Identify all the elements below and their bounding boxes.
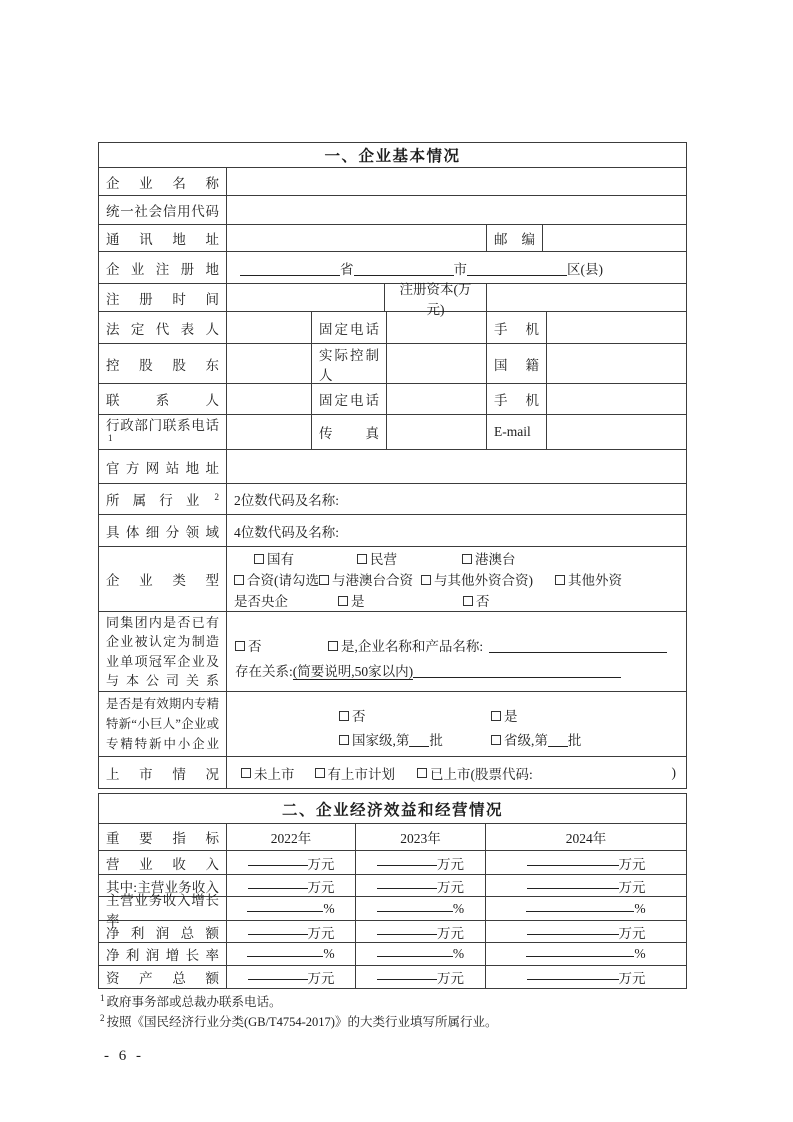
option-jv-prefix: 合资(请勾选 (247, 572, 319, 588)
central-enterprise-label: 是否央企 (234, 593, 288, 609)
year-2024-header: 2024年 (485, 824, 686, 850)
provincial-batch-blank[interactable] (548, 741, 568, 747)
srdi-national: 国家级,第 (352, 732, 410, 748)
legal-rep-mobile-field[interactable] (546, 312, 686, 343)
checkbox-icon[interactable] (555, 575, 565, 585)
champion-no: 否 (248, 638, 262, 654)
economic-header-row (99, 823, 686, 850)
mail-address-field[interactable] (226, 225, 486, 251)
net-profit-growth-label: 净利润增长率 (106, 948, 219, 963)
enterprise-type-options (227, 547, 629, 612)
net-profit-growth-2024-field[interactable]: % (485, 943, 686, 965)
checkbox-icon[interactable] (254, 554, 264, 564)
section2-header (99, 794, 686, 823)
industry-hint: 2位数代码及名称: (234, 493, 340, 508)
net-profit-2023-field[interactable]: 万元 (355, 921, 485, 942)
net-profit-growth-2023-field[interactable]: % (355, 943, 485, 965)
contact-label: 联系人 (106, 393, 219, 408)
segment-field[interactable] (226, 515, 686, 546)
fax-field[interactable] (386, 415, 486, 449)
company-name-field[interactable] (226, 168, 686, 195)
checkbox-icon[interactable] (339, 711, 349, 721)
checkbox-icon[interactable] (328, 641, 338, 651)
controller-label: 实际控制人 (311, 344, 386, 383)
section1-title: 一、企业基本情况 (324, 148, 461, 165)
registered-capital-label: 注册资本(万元) (384, 284, 486, 311)
contact-field[interactable] (226, 384, 311, 414)
checkbox-icon[interactable] (417, 768, 427, 778)
admin-phone-field[interactable] (226, 415, 311, 449)
row-segment (99, 514, 686, 546)
legal-rep-label: 法定代表人 (106, 321, 219, 337)
row-revenue (99, 850, 686, 874)
revenue-2024-field[interactable]: 万元 (485, 851, 686, 874)
total-assets-2022-field[interactable]: 万元 (226, 966, 355, 988)
footnotes (98, 992, 687, 1032)
segment-label: 具体细分领域 (106, 524, 219, 540)
row-contact (99, 383, 686, 414)
row-total-assets (99, 965, 686, 988)
srdi-label: 是否是有效期内专精特新“小巨人”企业或专精特新中小企业 (106, 697, 219, 751)
row-mail-address (99, 224, 686, 251)
listing-label: 上市情况 (106, 766, 219, 782)
checkbox-icon[interactable] (463, 596, 473, 606)
form-content (98, 142, 687, 1065)
email-label: E-mail (486, 415, 546, 449)
postal-code-field[interactable] (542, 225, 686, 251)
checkbox-icon[interactable] (339, 735, 349, 745)
champion-yes: 是,企业名称和产品名称: (341, 638, 484, 654)
contact-mobile-label: 手机 (486, 384, 546, 414)
district-blank[interactable] (467, 270, 567, 276)
mail-address-label: 通讯地址 (106, 232, 219, 247)
srdi-options: 否 是 国家级,第 批 省级,第 批 (227, 696, 589, 753)
shareholder-field[interactable] (226, 344, 311, 383)
segment-hint: 4位数代码及名称: (234, 524, 340, 540)
city-suffix: 市 (453, 261, 467, 277)
section1-header (99, 143, 686, 167)
row-net-profit-growth (99, 942, 686, 965)
row-champion (99, 611, 686, 691)
checkbox-icon[interactable] (235, 641, 245, 651)
row-enterprise-type (99, 546, 686, 611)
net-profit-label: 净利润总额 (106, 925, 219, 941)
champion-label: 同集团内是否已有企业被认定为制造业单项冠军企业及与本公司关系 (106, 614, 219, 688)
footnote-2: $^2$ 按照《国民经济行业分类(GB/T4754-2017)》的大类行业填写所属行业。 (100, 1012, 498, 1029)
year-2023-header: 2023年 (355, 824, 485, 850)
checkbox-icon[interactable] (234, 575, 244, 585)
main-revenue-2022-field[interactable]: 万元 (226, 875, 355, 896)
champion-relation-blank[interactable] (413, 672, 621, 678)
row-shareholder (99, 343, 686, 383)
website-field[interactable] (226, 450, 686, 483)
main-revenue-label: 其中:主营业务收入 (106, 879, 219, 895)
national-batch-blank[interactable] (409, 741, 429, 747)
row-admin-phone (99, 414, 686, 449)
industry-field[interactable] (226, 484, 686, 514)
fax-label: 传真 (311, 415, 386, 449)
champion-options (227, 620, 675, 684)
checkbox-icon[interactable] (241, 768, 251, 778)
checkbox-icon[interactable] (338, 596, 348, 606)
controller-field[interactable] (386, 344, 486, 383)
total-assets-2024-field[interactable]: 万元 (485, 966, 686, 988)
row-legal-rep (99, 311, 686, 343)
checkbox-icon[interactable] (319, 575, 329, 585)
registered-time-field[interactable] (226, 284, 384, 311)
postal-code-label: 邮编 (486, 225, 542, 251)
main-revenue-2023-field[interactable]: 万元 (355, 875, 485, 896)
listing-plan: 有上市计划 (327, 766, 395, 782)
listing-options (227, 763, 686, 783)
industry-label: 所属行业 $^2$ (106, 491, 219, 508)
province-suffix: 省 (340, 261, 354, 277)
contact-mobile-field[interactable] (546, 384, 686, 414)
option-jv-hmt: 与港澳台合资 (332, 572, 413, 588)
checkbox-icon[interactable] (462, 554, 472, 564)
row-listing (99, 756, 686, 788)
srdi-provincial: 省级,第 (504, 732, 548, 748)
main-revenue-growth-2024-field[interactable]: % (485, 897, 686, 920)
registered-place-label: 企业注册地 (106, 261, 219, 277)
listing-close-paren: ) (671, 764, 676, 780)
total-assets-label: 资产总额 (106, 971, 219, 986)
srdi-no: 否 (352, 708, 366, 724)
legal-rep-phone-label: 固定电话 (311, 312, 386, 343)
checkbox-icon[interactable] (421, 575, 431, 585)
enterprise-type-label: 企业类型 (106, 573, 219, 588)
economic-table (98, 793, 687, 989)
champion-relation-label: 存在关系: (235, 663, 293, 679)
nationality-label: 国籍 (486, 344, 546, 383)
option-foreign: 其他外资 (568, 572, 622, 588)
option-private: 民营 (370, 551, 397, 567)
indicator-label: 重要指标 (106, 831, 219, 846)
row-company-name (99, 167, 686, 195)
listing-listed: 已上市(股票代码: (430, 766, 533, 782)
contact-phone-field[interactable] (386, 384, 486, 414)
province-blank[interactable] (240, 270, 340, 276)
page-number: - 6 - (104, 1048, 144, 1064)
checkbox-icon[interactable] (357, 554, 367, 564)
footnote-marker-1: 1 (108, 432, 113, 443)
email-field[interactable] (546, 415, 686, 449)
registered-capital-field[interactable] (486, 284, 686, 311)
district-suffix: 区(县) (567, 261, 603, 277)
option-state-owned: 国有 (267, 551, 294, 567)
net-profit-growth-2022-field[interactable]: % (226, 943, 355, 965)
row-srdi (99, 691, 686, 756)
credit-code-field[interactable] (226, 196, 686, 224)
srdi-yes: 是 (504, 708, 518, 724)
year-2022-header: 2022年 (226, 824, 355, 850)
row-net-profit (99, 920, 686, 942)
row-registered-time (99, 281, 686, 317)
checkbox-icon[interactable] (491, 735, 501, 745)
main-revenue-growth-label: 主营业务收入增长率 (106, 892, 219, 928)
row-credit-code (99, 195, 686, 224)
main-revenue-growth-2023-field[interactable]: % (355, 897, 485, 920)
footnote-marker-2: 2 (214, 491, 219, 502)
section2-title: 二、企业经济效益和经营情况 (281, 801, 503, 819)
central-yes: 是 (351, 593, 365, 609)
footnote-1: $^1$ 政府事务部或总裁办联系电话。 (100, 992, 282, 1009)
legal-rep-phone-field[interactable] (386, 312, 486, 343)
main-revenue-growth-2022-field[interactable]: % (226, 897, 355, 920)
admin-phone-label: 行政部门联系电话$^1$ (106, 418, 219, 443)
central-no: 否 (476, 593, 490, 609)
contact-phone-label: 固定电话 (311, 384, 386, 414)
revenue-2023-field[interactable]: 万元 (355, 851, 485, 874)
registered-time-label: 注册时间 (106, 291, 219, 307)
net-profit-2024-field[interactable]: 万元 (485, 921, 686, 942)
shareholder-label: 控股股东 (106, 357, 219, 373)
revenue-2022-field[interactable]: 万元 (226, 851, 355, 874)
row-industry (99, 483, 686, 514)
website-label: 官方网站地址 (106, 460, 219, 476)
legal-rep-mobile-label: 手机 (486, 312, 546, 343)
main-revenue-2024-field[interactable]: 万元 (485, 875, 686, 896)
basic-info-table (98, 142, 687, 789)
option-jv-foreign: 与其他外资合资) (434, 572, 533, 588)
nationality-field[interactable] (546, 344, 686, 383)
option-hmt: 港澳台 (475, 551, 516, 567)
listing-not: 未上市 (254, 766, 295, 782)
revenue-label: 营业收入 (106, 856, 219, 872)
row-main-revenue-growth (99, 892, 686, 928)
total-assets-2023-field[interactable]: 万元 (355, 966, 485, 988)
champion-name-blank[interactable] (489, 647, 667, 653)
company-name-label: 企业名称 (106, 175, 219, 191)
city-blank[interactable] (354, 270, 454, 276)
checkbox-icon[interactable] (315, 768, 325, 778)
checkbox-icon[interactable] (491, 711, 501, 721)
legal-rep-field[interactable] (226, 312, 311, 343)
champion-relation-hint: (简要说明,50家以内) (292, 663, 414, 679)
credit-code-label: 统一社会信用代码 (106, 204, 219, 219)
net-profit-2022-field[interactable]: 万元 (226, 921, 355, 942)
row-website (99, 449, 686, 483)
